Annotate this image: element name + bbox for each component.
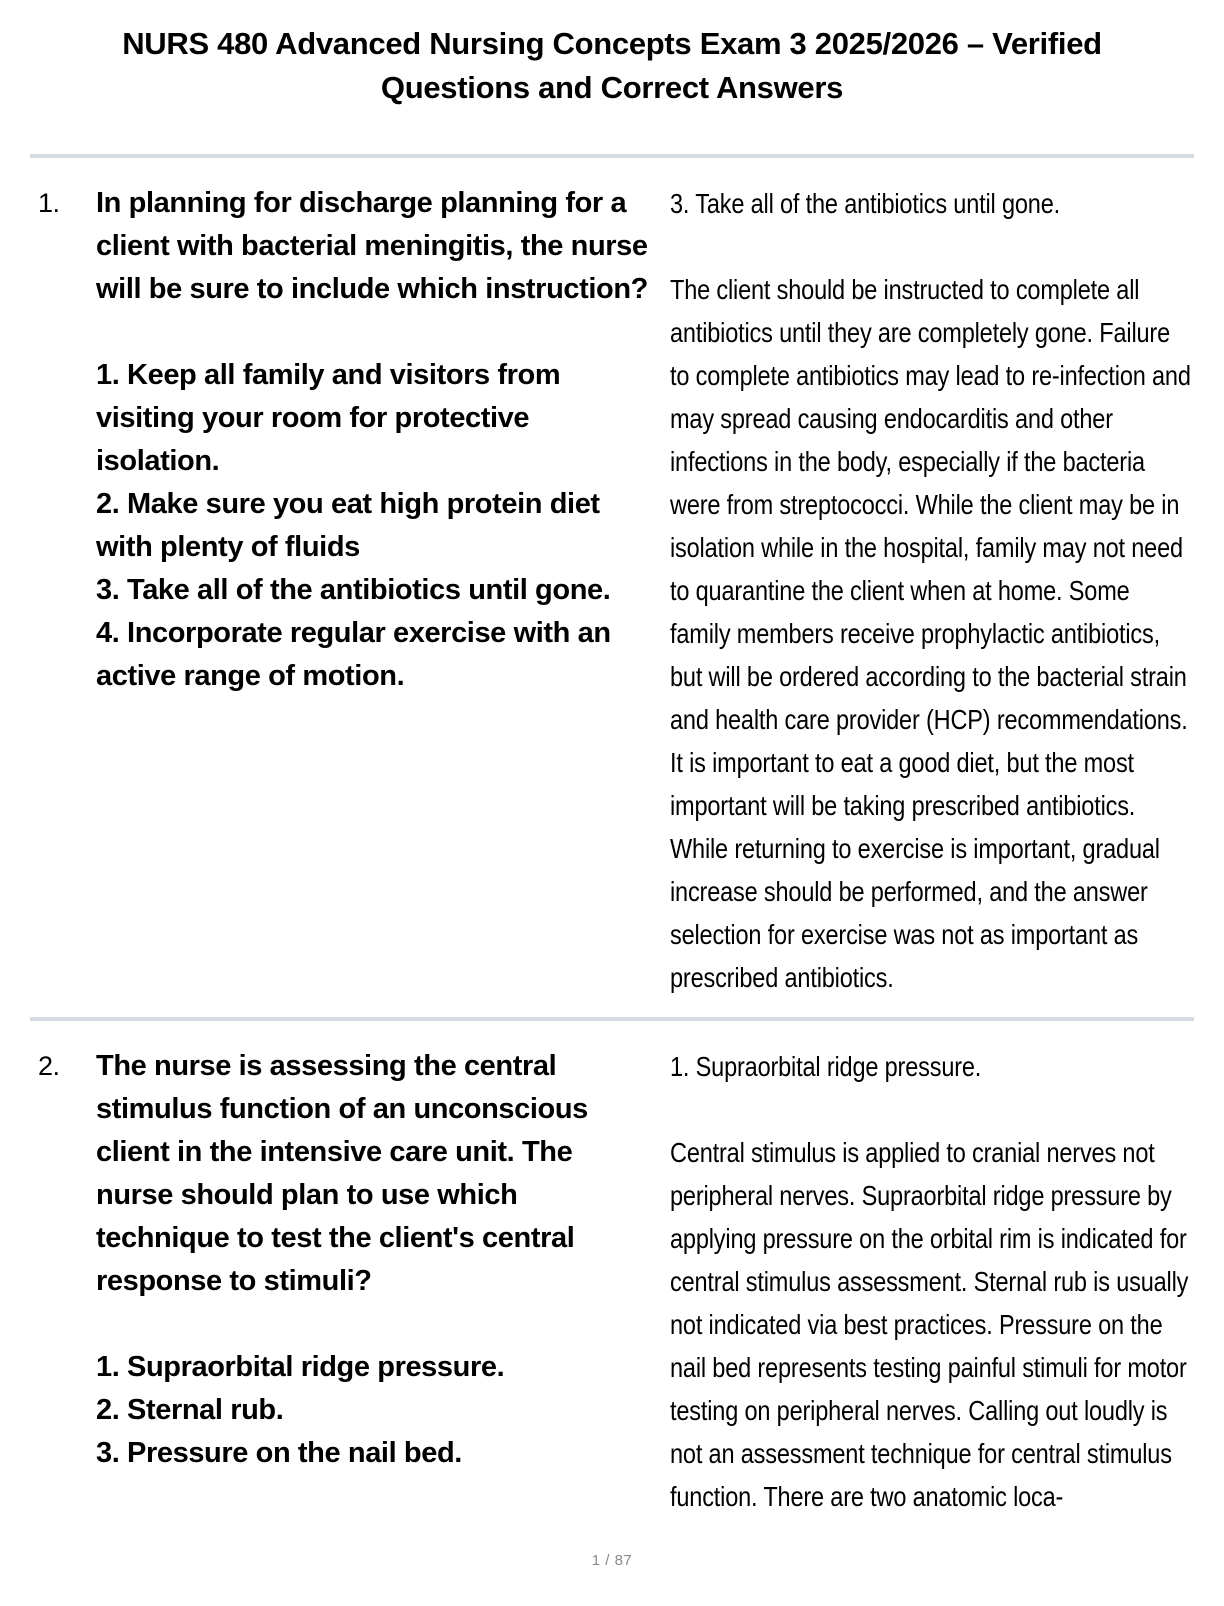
answer-column <box>670 182 1194 999</box>
answer-rationale: Central stimulus is applied to cranial nerves not peripheral nerves. Supraorbital ridge pressure by applying pressure on the orbital rim is indicated for central stimulus assessment. Sternal rub is usually not indicated via best practices. Pressure on the nail bed represents testing painful stimuli for motor testing on peripheral nerves. Calling out loudly is not an assessment technique for central stimulus function. There are two anatomic loca- <box>670 1137 1189 1512</box>
answer-option: 4. Incorporate regular exercise with an active range of motion. <box>96 617 611 692</box>
answer-options <box>96 354 656 698</box>
answer-option: 3. Take all of the antibiotics until gone. <box>96 574 611 606</box>
question-text: In planning for discharge planning for a client with bacterial meningitis, the nurse will be sure to include which instruction? <box>96 187 648 305</box>
question-number: 1. <box>38 188 60 218</box>
question-column <box>30 1045 670 1475</box>
question-body <box>96 182 670 698</box>
question-number: 2. <box>38 1051 60 1081</box>
answer-option: 2. Make sure you eat high protein diet with plenty of fluids <box>96 488 600 563</box>
question-column <box>30 182 670 698</box>
page-title: NURS 480 Advanced Nursing Concepts Exam 3 2025/2026 – Verified Questions and Correct Answers <box>122 26 1102 105</box>
question-body <box>96 1045 670 1475</box>
answer-options <box>96 1346 656 1475</box>
page-footer <box>0 1552 1224 1570</box>
correct-answer: 1. Supraorbital ridge pressure. <box>670 1051 982 1082</box>
answer-content <box>670 1045 1194 1518</box>
document-page <box>0 22 1224 1606</box>
answer-option: 1. Supraorbital ridge pressure. <box>96 1351 505 1383</box>
answer-column <box>670 1045 1194 1518</box>
answer-option: 3. Pressure on the nail bed. <box>96 1437 462 1469</box>
correct-answer: 3. Take all of the antibiotics until gone. <box>670 188 1060 219</box>
answer-option: 1. Keep all family and visitors from visiting your room for protective isolation. <box>96 359 561 477</box>
question-row <box>30 158 1194 999</box>
question-row <box>30 1021 1194 1518</box>
question-text: The nurse is assessing the central stimulus function of an unconscious client in the intensive care unit. The nurse should plan to use which technique to test the client's central response to stimuli? <box>96 1050 588 1297</box>
answer-option: 2. Sternal rub. <box>96 1394 284 1426</box>
answer-content <box>670 182 1194 999</box>
page-number: 1 / 87 <box>591 1552 633 1569</box>
answer-rationale: The client should be instructed to complete all antibiotics until they are completely gone. Failure to complete antibiotics may lead to re-infection and may spread causing endocarditis and other infections in the body, especially if the bacteria were from streptococci. While the client may be in isolation while in the hospital, family may not need to quarantine the client when at home. Some family members receive prophylactic antibiotics, but will be ordered according to the bacterial strain and health care provider (HCP) recommendations. It is important to eat a good diet, but the most important will be taking prescribed antibiotics. While returning to exercise is important, gradual increase should be performed, and the answer selection for exercise was not as important as prescribed antibiotics. <box>670 274 1191 993</box>
